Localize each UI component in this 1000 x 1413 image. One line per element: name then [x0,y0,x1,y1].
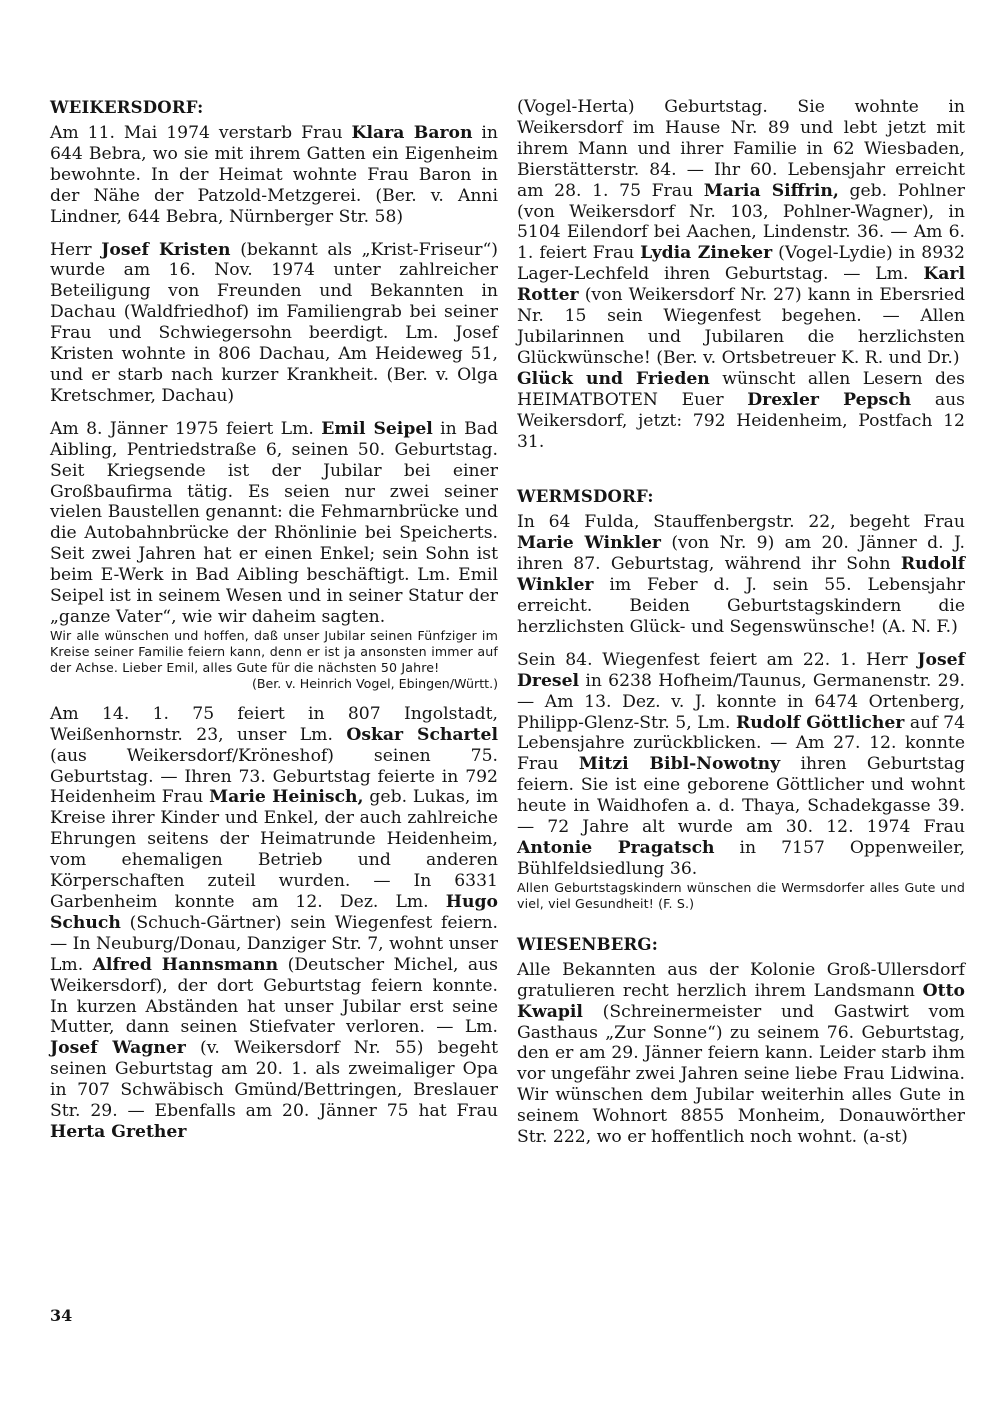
person-name: Oskar Schartel [346,724,499,745]
greeting-note [50,628,498,676]
text-run: (von Weikersdorf Nr. 27) kann in Ebersried Nr. 15 sein Wiegenfest begehen. — Allen Jubilarinnen und Jubilaren die herzlichsten Glückwünsche! (Ber. v. Ortsbetreuer K. R. und Dr.) [517,285,965,368]
article-paragraph [517,650,965,880]
article-paragraph [50,123,498,228]
person-name: Emil Seipel [321,418,433,439]
person-name: Drexler Pepsch [747,389,912,410]
person-name: Herta Grether [50,1121,187,1142]
text-run: Am 11. Mai 1974 verstarb Frau [50,123,352,143]
text-run: (Schuch-Gärtner) sein Wiegenfest feiern. — In Neuburg/Donau, Danziger Str. 7, wohnt unser Lm. [50,912,498,975]
text-run: ihren Geburtstag feiern. Sie ist eine geborene Göttlicher und wohnt heute in Waidhofen a. d. Thaya, Schadekgasse 39. — 72 Jahre alt wurde am 30. 12. 1974 Frau [517,754,965,838]
article-paragraph [50,704,498,1143]
text-run: (Deutscher Michel, aus Weikersdorf), der dort Geburtstag feiern konnte. In kurzen Abständen hat unser Jubilar erst seine Mutter, dann seinen Stiefvater verloren. — Lm. [50,954,498,1038]
text-run: in 7157 Oppenweiler, Bühlfeldsiedlung 36. [517,838,966,879]
person-name: Antonie Pragatsch [517,838,715,858]
person-name: Maria Siffrin, [703,180,839,201]
person-name: Josef Dresel [517,649,965,691]
person-name: Mitzi Bibl-Nowotny [578,754,781,775]
text-run: Wir alle wünschen und hoffen, daß unser Jubilar seinen Fünfziger im Kreise seiner Familie feiern kann, denn er ist ja ansonsten immer auf der Achse. Lieber Emil, alles Gute für die nächsten 50 Jahre! [50,627,498,675]
text-run: (aus Weikersdorf/Kröneshof) seinen 75. Geburtstag. — Ihren 73. Geburtstag feierte in 792 Heidenheim Frau [50,745,498,808]
text-run: im Feber d. J. sein 55. Lebensjahr erreicht. Beiden Geburtstagskindern die herzlichsten Glück- und Segenswünsche! (A. N. F.) [517,575,965,637]
text-run: Herr [50,239,102,260]
text-run: geb. Lukas, im Kreise ihrer Kinder und Enkel, der auch zahlreiche Ehrungen seitens der Heimatrunde Heidenheim, vom ehemaligen Betrieb und anderen Körperschaften zuteil wurden. — In 6331 Garbenheim konnte am 12. Dez. Lm. [50,787,498,912]
person-name: Klara Baron [351,123,473,143]
right-column [517,97,965,1160]
left-column [50,97,498,1143]
text-run: auf 74 Lebensjahre zurückblicken. — Am 27. 12. konnte Frau [517,712,966,775]
person-name: Karl Rotter [517,264,965,306]
text-run: Alle Bekannten aus der Kolonie Groß-Ullersdorf gratulieren recht herzlich ihrem Landsmann [517,959,965,1001]
person-name: Rudolf Göttlicher [736,712,905,733]
article-paragraph [517,369,965,453]
text-run: in 644 Bebra, wo sie mit ihrem Gatten ein Eigenheim bewohnte. In der Heimat wohnte Frau Baron in der Nähe der Patzold-Metzgerei. (Ber. v. Anni Lindner, 644 Bebra, Nürnberger Str. 58) [50,123,498,227]
text-run: (Vogel-Herta) Geburtstag. Sie wohnte in Weikersdorf im Hause Nr. 89 und lebt jetzt mit ihrem Mann und ihrer Familie in 62 Wiesbaden, Bierstätterstr. 84. — Ihr 60. Lebensjahr erreicht am 28. 1. 75 Frau [517,97,965,201]
text-run: (v. Weikersdorf Nr. 55) begeht seinen Geburtstag am 20. 1. als zweimaliger Opa in 707 Schwäbisch Gmünd/Bettringen, Breslauer Str. 29. — Ebenfalls am 20. Jänner 75 hat Frau [50,1038,498,1122]
section-gap [517,464,965,486]
text-run: in Bad Aibling, Pentriedstraße 6, seinen 50. Geburtstag. Seit Kriegsende ist der Jubilar bei einer Großbaufirma tätig. Es seien nur zwei seiner vielen Baustellen genannt: die Fehmarnbrücke und die Autobahnbrücke der Rhönlinie bei Speicherts. Seit zwei Jahren hat er einen Enkel; sein Sohn ist beim E-Werk in Bad Aibling beschäftigt. Lm. Emil Seipel ist in seinem Wesen und in seiner Statur der „ganze Vater“, wie wir daheim sagten. [50,418,498,627]
text-run: Am 8. Jänner 1975 feiert Lm. [50,418,322,439]
text-run: Sein 84. Wiegenfest feiert am 22. 1. Herr [517,649,918,670]
text-run: (Schreinermeister und Gastwirt vom Gasthaus „Zur Sonne“) zu seinem 76. Geburtstag, den er am 29. Jänner feiern kann. Leider starb ihm vor ungefähr zwei Jahren seine liebe Frau Lidwina. Wir wünschen dem Jubilar weiterhin alles Gute in seinem Wohnort 8855 Monheim, Donauwörther Str. 222, wo er hoffentlich noch wohnt. (a-st) [517,1001,965,1148]
text-run: wünscht allen Lesern des HEIMATBOTEN Euer [517,368,965,410]
person-name: Josef Kristen [101,239,231,260]
article-paragraph [50,419,498,628]
report-credit [50,676,498,692]
article-paragraph [517,512,965,637]
person-name: Lydia Zineker [640,243,773,264]
article-paragraph [50,240,498,407]
text-run: (Vogel-Lydie) in 8932 Lager-Lechfeld ihren Geburtstag. — Lm. [517,243,965,285]
text-run: In 64 Fulda, Stauffenbergstr. 22, begeht Frau [517,512,965,533]
article-paragraph [517,960,965,1148]
page-number: 34 [50,1306,73,1325]
person-name: Rudolf Winkler [517,554,965,596]
person-name: Marie Heinisch, [209,787,364,808]
section-heading: WEIKERSDORF: [50,98,204,117]
section-heading: WERMSDORF: [517,487,654,507]
article-paragraph [517,97,965,369]
text-run: (bekannt als „Krist-Friseur“) wurde am 16. Nov. 1974 unter zahlreicher Beteiligung von Freunden und Bekannten in Dachau (Waldfriedhof) im Familiengrab bei seiner Frau und Schwiegersohn beerdigt. Lm. Josef Kristen wohnte in 806 Dachau, Am Heideweg 51, und er starb nach kurzer Krankheit. (Ber. v. Olga Kretschmer, Dachau) [50,239,499,406]
greeting-note [517,880,965,912]
person-name: Hugo Schuch [50,892,498,933]
person-name: Josef Wagner [50,1038,186,1059]
text-run: (von Nr. 9) am 20. Jänner d. J. ihren 87. Geburtstag, während ihr Sohn [517,533,965,575]
person-name: Otto Kwapil [517,980,965,1022]
text-run: Allen Geburtstagskindern wünschen die Wermsdorfer alles Gute und viel, viel Gesundheit! (F. S.) [517,879,965,911]
text-run: geb. Pohlner (von Weikersdorf Nr. 103, Pohlner-Wagner), in 5104 Eilendorf bei Aachen, Lindenstr. 36. — Am 6. 1. feiert Frau [517,180,965,264]
person-name: Alfred Hannsmann [92,954,279,975]
section-gap [517,912,965,934]
text-run: (Ber. v. Heinrich Vogel, Ebingen/Württ.) [251,675,498,691]
person-name: Glück und Frieden [517,368,710,389]
person-name: Marie Winkler [517,533,661,554]
text-run: Am 14. 1. 75 feiert in 807 Ingolstadt, Weißenhornstr. 23, unser Lm. [50,703,498,745]
section-heading: WIESENBERG: [517,934,659,954]
text-run: in 6238 Hofheim/Taunus, Germanenstr. 29. — Am 13. Dez. v. J. konnte in 6474 Ortenberg, Philipp-Glenz-Str. 5, Lm. [517,670,965,733]
text-run: aus Weikersdorf, jetzt: 792 Heidenheim, Postfach 12 31. [517,389,965,452]
